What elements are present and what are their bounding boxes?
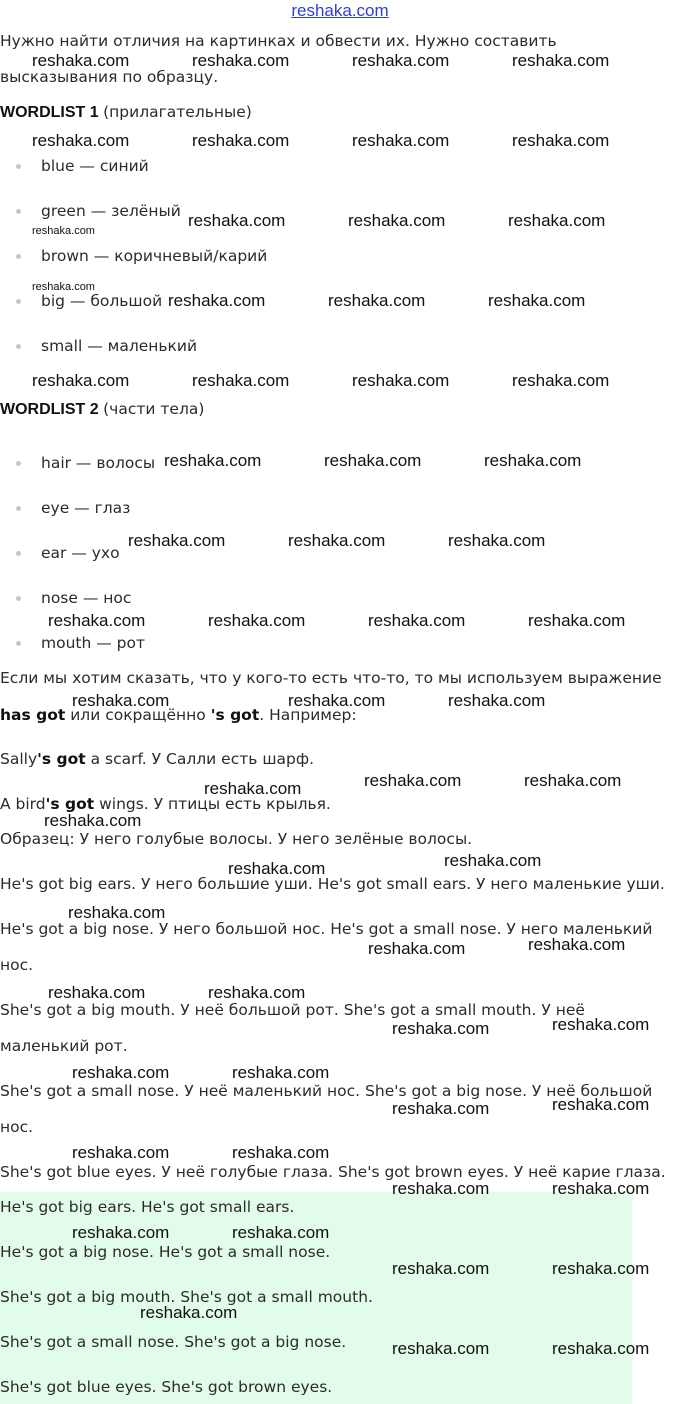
watermark: reshaka.com xyxy=(72,1063,170,1082)
watermark: reshaka.com xyxy=(528,935,626,954)
watermark: reshaka.com xyxy=(288,691,386,710)
watermark: reshaka.com xyxy=(48,611,146,630)
bullet-icon xyxy=(16,164,21,169)
bullet-icon xyxy=(16,254,21,259)
wordlist1-subtitle: (прилагательные) xyxy=(103,103,252,121)
wordlist1-item: brown — коричневый/карий xyxy=(41,247,268,265)
wordlist1-title: WORDLIST 1 xyxy=(0,104,99,121)
example-1-verb: 's got xyxy=(37,750,86,768)
watermark: reshaka.com xyxy=(208,611,306,630)
watermark: reshaka.com xyxy=(352,51,450,70)
bullet-icon xyxy=(16,461,21,466)
watermark: reshaka.com xyxy=(508,211,606,230)
example-1-rest: a scarf. У Салли есть шарф. xyxy=(85,750,315,768)
watermark: reshaka.com xyxy=(512,131,610,150)
task-line-1: Нужно найти отличия на картинках и обвести их. Нужно составить xyxy=(0,32,557,50)
watermark: reshaka.com xyxy=(288,531,386,550)
wordlist2-item: nose — нос xyxy=(41,589,132,607)
example-2-verb: 's got xyxy=(45,795,95,813)
watermark: reshaka.com xyxy=(32,225,95,237)
watermark: reshaka.com xyxy=(140,1303,238,1322)
watermark: reshaka.com xyxy=(552,1015,650,1034)
watermark: reshaka.com xyxy=(72,1223,170,1242)
wordlist1-item: big — большой xyxy=(41,292,163,310)
wordlist2-heading xyxy=(0,399,204,420)
watermark: reshaka.com xyxy=(164,451,262,470)
watermark: reshaka.com xyxy=(552,1339,650,1358)
watermark: reshaka.com xyxy=(32,51,130,70)
watermark: reshaka.com xyxy=(552,1095,650,1114)
bullet-icon xyxy=(16,209,21,214)
answer-line: She's got blue eyes. She's got brown eyes. xyxy=(0,1378,333,1396)
wordlist2-item: eye — глаз xyxy=(41,499,131,517)
wordlist1-item: green — зелёный xyxy=(41,202,181,220)
site-link[interactable]: reshaka.com xyxy=(291,1,389,20)
watermark: reshaka.com xyxy=(168,291,266,310)
watermark: reshaka.com xyxy=(352,131,450,150)
has-got-term: has got xyxy=(0,706,66,724)
watermark: reshaka.com xyxy=(32,371,130,390)
watermark: reshaka.com xyxy=(44,811,142,830)
watermark: reshaka.com xyxy=(392,1259,490,1278)
watermark: reshaka.com xyxy=(368,939,466,958)
wordlist2-item: mouth — рот xyxy=(41,634,146,652)
sample-line: нос. xyxy=(0,1118,34,1136)
watermark: reshaka.com xyxy=(392,1099,490,1118)
watermark: reshaka.com xyxy=(488,291,586,310)
sample-line: нос. xyxy=(0,956,34,974)
watermark: reshaka.com xyxy=(352,371,450,390)
wordlist1-item: small — маленький xyxy=(41,337,198,355)
sample-line: He's got big ears. У него большие уши. He's got small ears. У него маленькие уши. xyxy=(0,875,665,893)
watermark: reshaka.com xyxy=(48,983,146,1002)
example-1-subject: Sally xyxy=(0,750,38,768)
sample-line: маленький рот. xyxy=(0,1037,128,1055)
bullet-icon xyxy=(16,641,21,646)
answer-line: He's got big ears. He's got small ears. xyxy=(0,1198,295,1216)
wordlist1-item: blue — синий xyxy=(41,157,149,175)
wordlist1-heading xyxy=(0,102,252,123)
short-form-term: 's got xyxy=(210,706,260,724)
watermark: reshaka.com xyxy=(324,451,422,470)
watermark: reshaka.com xyxy=(368,611,466,630)
bullet-icon xyxy=(16,344,21,349)
watermark: reshaka.com xyxy=(392,1339,490,1358)
sample-line: She's got a small nose. У неё маленький нос. She's got a big nose. У неё большой xyxy=(0,1082,653,1100)
watermark: reshaka.com xyxy=(192,371,290,390)
example-1 xyxy=(0,749,314,769)
sample-line: She's got blue eyes. У неё голубые глаза. She's got brown eyes. У неё карие глаза. xyxy=(0,1163,666,1181)
grammar-line-1: Если мы хотим сказать, что у кого-то есть что-то, то мы используем выражение xyxy=(0,669,662,687)
grammar-after: . Например: xyxy=(259,706,357,724)
watermark: reshaka.com xyxy=(524,771,622,790)
answer-line: She's got a big mouth. She's got a small mouth. xyxy=(0,1288,373,1306)
watermark: reshaka.com xyxy=(552,1259,650,1278)
watermark: reshaka.com xyxy=(192,51,290,70)
wordlist2-subtitle: (части тела) xyxy=(103,400,205,418)
sample-intro: Образец: У него голубые волосы. У него зелёные волосы. xyxy=(0,830,473,848)
grammar-middle: или сокращённо xyxy=(65,706,211,724)
wordlist2-title: WORDLIST 2 xyxy=(0,401,99,418)
watermark: reshaka.com xyxy=(204,779,302,798)
watermark: reshaka.com xyxy=(448,691,546,710)
watermark: reshaka.com xyxy=(392,1019,490,1038)
example-2-rest: wings. У птицы есть крылья. xyxy=(94,795,331,813)
watermark: reshaka.com xyxy=(444,851,542,870)
watermark: reshaka.com xyxy=(32,131,130,150)
answer-line: He's got a big nose. He's got a small nose. xyxy=(0,1243,331,1261)
watermark: reshaka.com xyxy=(232,1063,330,1082)
watermark: reshaka.com xyxy=(484,451,582,470)
example-2-subject: A bird xyxy=(0,795,46,813)
watermark: reshaka.com xyxy=(232,1143,330,1162)
bullet-icon xyxy=(16,596,21,601)
watermark: reshaka.com xyxy=(512,51,610,70)
watermark: reshaka.com xyxy=(128,531,226,550)
watermark: reshaka.com xyxy=(348,211,446,230)
watermark: reshaka.com xyxy=(448,531,546,550)
watermark: reshaka.com xyxy=(192,131,290,150)
sample-line: She's got a big mouth. У неё большой рот. She's got a small mouth. У неё xyxy=(0,1001,585,1019)
task-line-2: высказывания по образцу. xyxy=(0,68,219,86)
bullet-icon xyxy=(16,299,21,304)
bullet-icon xyxy=(16,551,21,556)
watermark: reshaka.com xyxy=(208,983,306,1002)
wordlist2-item: hair — волосы xyxy=(41,454,156,472)
watermark: reshaka.com xyxy=(328,291,426,310)
watermark: reshaka.com xyxy=(552,1179,650,1198)
watermark: reshaka.com xyxy=(68,903,166,922)
watermark: reshaka.com xyxy=(188,211,286,230)
bullet-icon xyxy=(16,506,21,511)
watermark: reshaka.com xyxy=(32,281,95,293)
watermark: reshaka.com xyxy=(228,859,326,878)
wordlist2-item: ear — ухо xyxy=(41,544,120,562)
watermark: reshaka.com xyxy=(512,371,610,390)
sample-line: He's got a big nose. У него большой нос. He's got a small nose. У него маленький xyxy=(0,920,653,938)
watermark: reshaka.com xyxy=(72,1143,170,1162)
answer-line: She's got a small nose. She's got a big nose. xyxy=(0,1333,347,1351)
watermark: reshaka.com xyxy=(72,691,170,710)
watermark: reshaka.com xyxy=(364,771,462,790)
watermark: reshaka.com xyxy=(528,611,626,630)
watermark: reshaka.com xyxy=(392,1179,490,1198)
watermark: reshaka.com xyxy=(232,1223,330,1242)
